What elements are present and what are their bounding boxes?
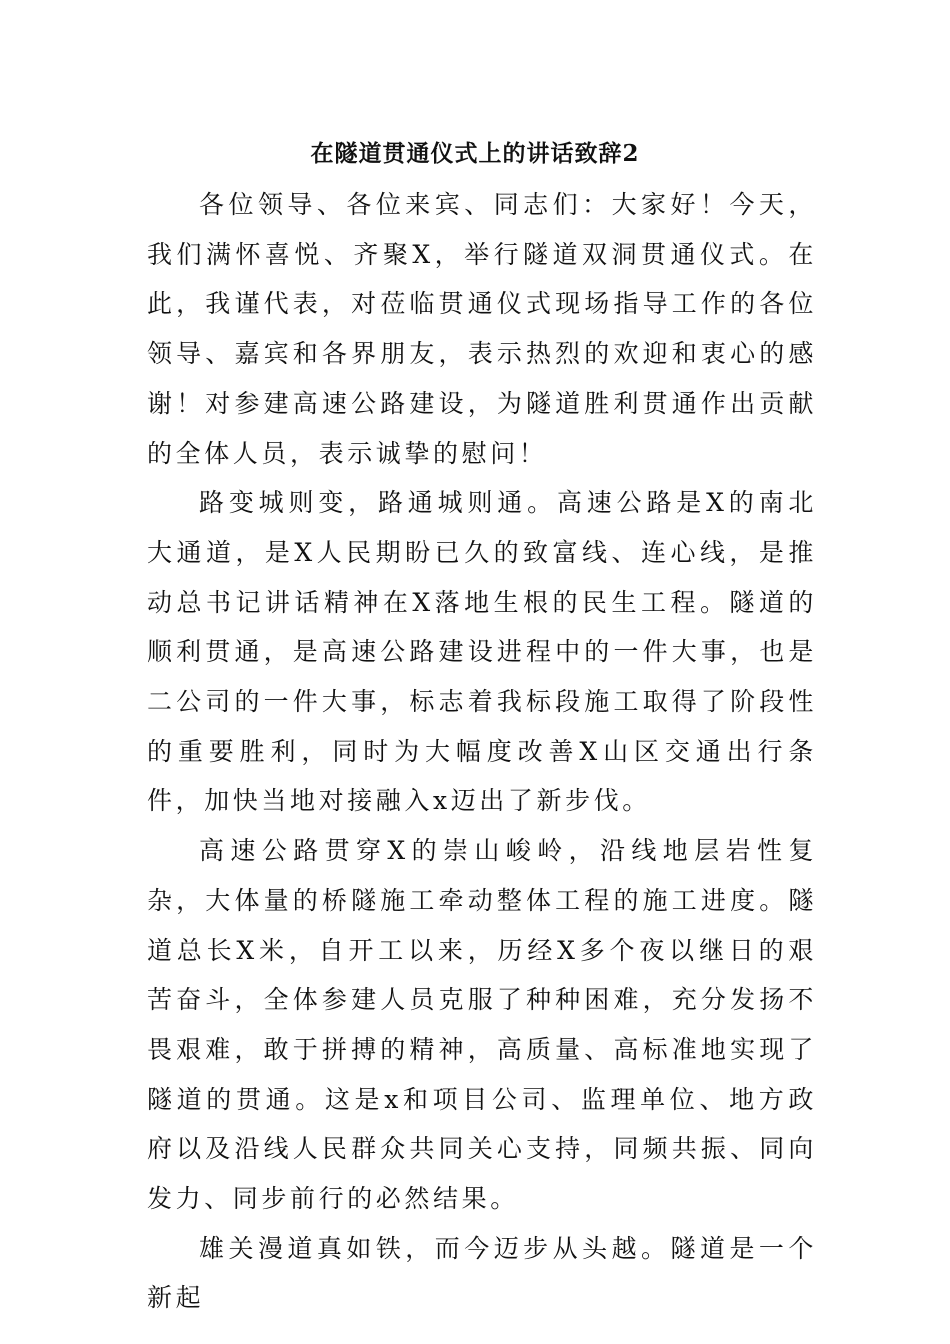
paragraph-2: 路变城则变，路通城则通。高速公路是X的南北大通道，是X人民期盼已久的致富线、连心线，是推动总书记讲话精神在X落地生根的民生工程。隧道的顺利贯通，是高速公路建设进程中的一件大事，也是二公司的一件大事，标志着我标段施工取得了阶段性的重要胜利，同时为大幅度改善X山区交通出行条件，加快当地对接融入x迈出了新步伐。 <box>147 488 817 816</box>
paragraph-4: 雄关漫道真如铁，而今迈步从头越。隧道是一个新起 <box>147 1233 817 1313</box>
document-title: 在隧道贯通仪式上的讲话致辞2 <box>310 140 640 167</box>
paragraph-1: 各位领导、各位来宾、同志们：大家好！今天，我们满怀喜悦、齐聚X，举行隧道双洞贯通仪式。在此，我谨代表，对莅临贯通仪式现场指导工作的各位领导、嘉宾和各界朋友，表示热烈的欢迎和衷心的感谢！对参建高速公路建设，为隧道胜利贯通作出贡献的全体人员，表示诚挚的慰问！ <box>147 190 817 468</box>
paragraph-3: 高速公路贯穿X的崇山峻岭，沿线地层岩性复杂，大体量的桥隧施工牵动整体工程的施工进度。隧道总长X米，自开工以来，历经X多个夜以继日的艰苦奋斗，全体参建人员克服了种种困难，充分发扬不畏艰难，敢于拼搏的精神，高质量、高标准地实现了隧道的贯通。这是x和项目公司、监理单位、地方政府以及沿线人民群众共同关心支持，同频共振、同向发力、同步前行的必然结果。 <box>147 836 817 1214</box>
document-body <box>147 180 817 1323</box>
